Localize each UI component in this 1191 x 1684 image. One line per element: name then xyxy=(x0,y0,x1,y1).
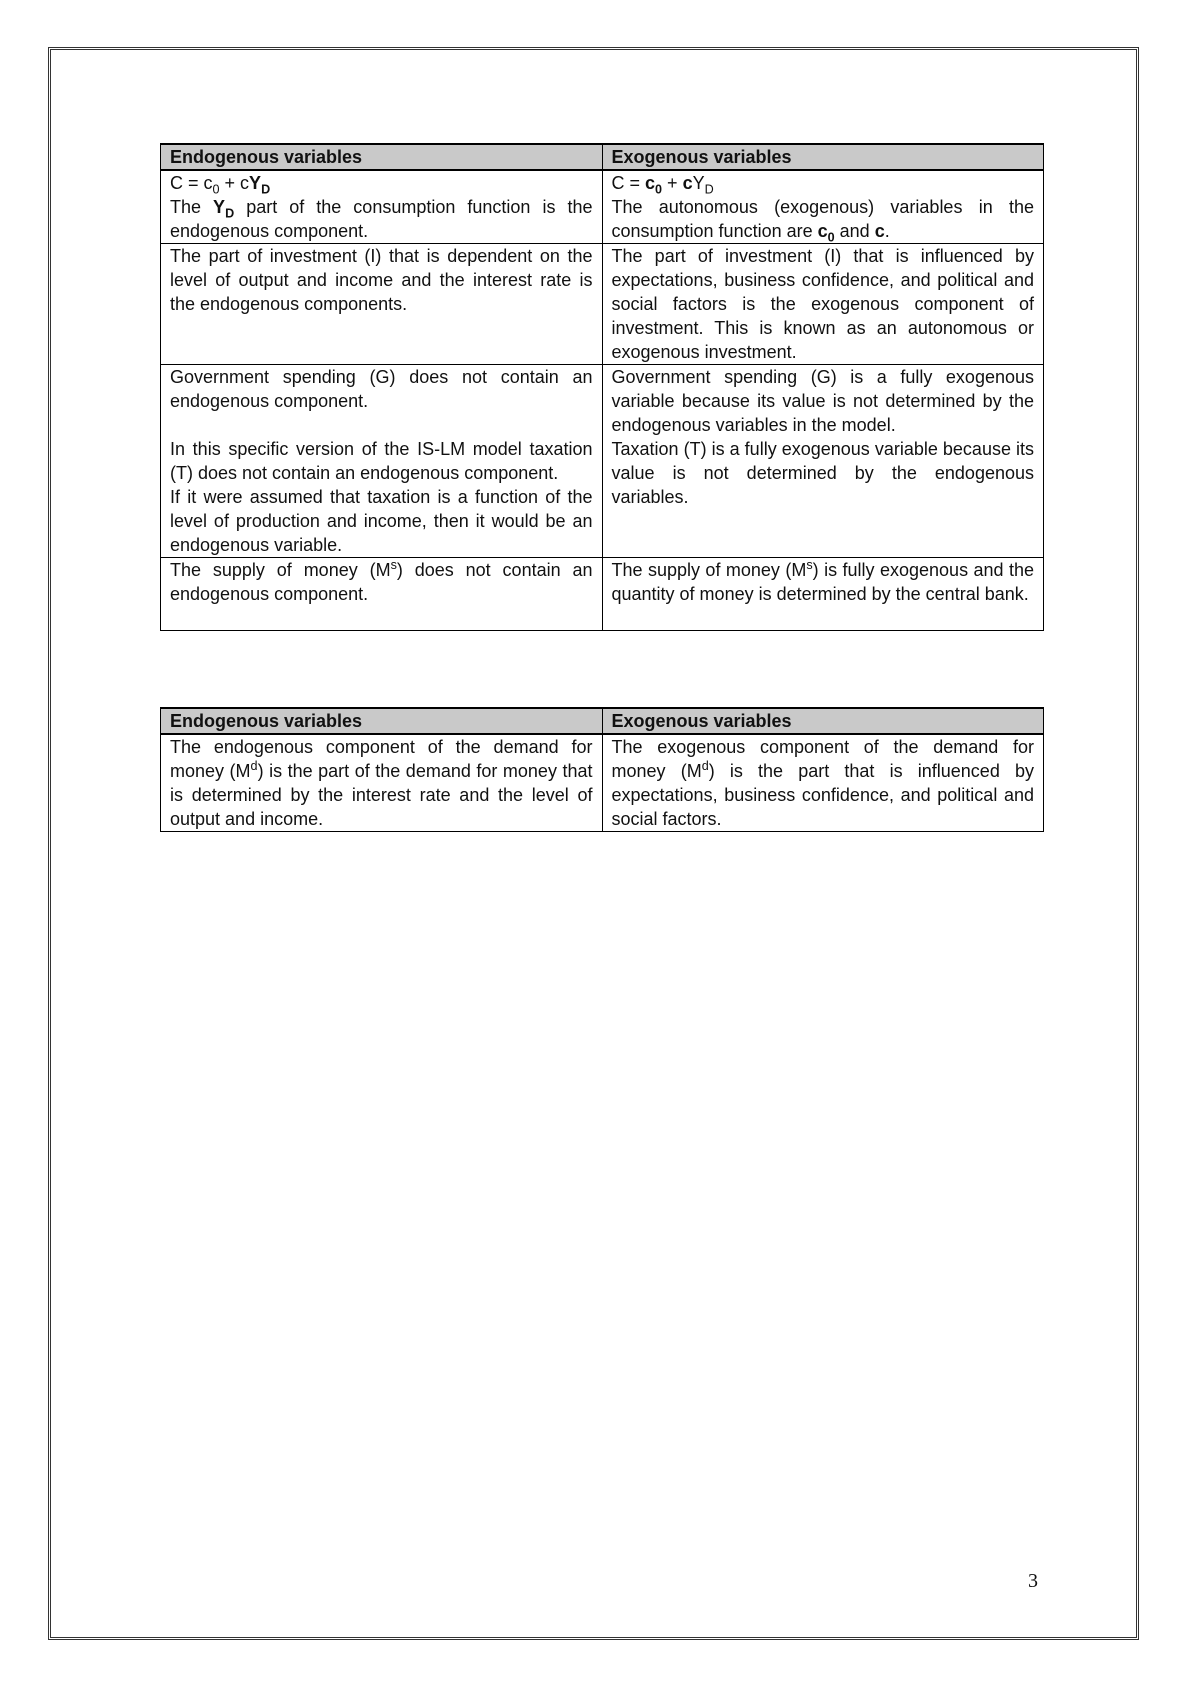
header-endogenous: Endogenous variables xyxy=(161,708,603,734)
cell-investment-exogenous: The part of investment (I) that is influenced by expectations, business confidence, and political and social factors is the exogenous component of investment. This is known as an autonomous or exogenous investment. xyxy=(602,244,1044,365)
cell-money-supply-endogenous: The supply of money $(M^s)$ does not contain an endogenous component. xyxy=(161,558,603,631)
table-row xyxy=(161,365,1044,558)
cell-money-demand-exogenous: The exogenous component of the demand for money $(M^d)$ is the part that is influenced by expectations, business confidence, and political and social factors. xyxy=(602,734,1044,832)
header-endogenous: Endogenous variables xyxy=(161,144,603,170)
cell-investment-endogenous: The part of investment (I) that is dependent on the level of output and income and the interest rate is the endogenous components. xyxy=(161,244,603,365)
taxation-text-endogenous: In this specific version of the IS-LM model taxation (T) does not contain an endogenous component. xyxy=(170,439,593,483)
table-row xyxy=(161,734,1044,832)
table-row xyxy=(161,558,1044,631)
cell-consumption-endogenous xyxy=(161,170,603,244)
table-header-row xyxy=(161,708,1044,734)
cell-money-demand-endogenous: The endogenous component of the demand for money $(M^d)$ is the part of the demand for money that is determined by the interest rate and the level of output and income. xyxy=(161,734,603,832)
table-header-row xyxy=(161,144,1044,170)
page-number: 3 xyxy=(1028,1570,1038,1592)
taxation-assumption-text: If it were assumed that taxation is a function of the level of production and income, then it would be an endogenous variable. xyxy=(170,487,593,555)
cell-government-taxation-exogenous xyxy=(602,365,1044,558)
money-demand-table xyxy=(160,707,1044,832)
taxation-text-exogenous: Taxation (T) is a fully exogenous variable because its value is not determined by the endogenous variables. xyxy=(611,439,1034,507)
government-text-exogenous: Government spending (G) is a fully exogenous variable because its value is not determined by the endogenous variables in the model. xyxy=(611,367,1034,435)
government-text-endogenous: Government spending (G) does not contain an endogenous component. xyxy=(170,367,593,411)
header-exogenous: Exogenous variables xyxy=(602,708,1044,734)
cell-government-taxation-endogenous xyxy=(161,365,603,558)
consumption-formula-exogenous: $C = c_0 + cY_D$ xyxy=(611,173,714,197)
consumption-text-exogenous: The autonomous (exogenous) variables in the consumption function are $c_0$ and c. xyxy=(611,197,1034,245)
table-row xyxy=(161,244,1044,365)
table-row xyxy=(161,170,1044,244)
consumption-text-endogenous: The $Y_D$ part of the consumption function is the endogenous component. xyxy=(170,197,593,241)
variables-table xyxy=(160,143,1044,631)
cell-money-supply-exogenous: The supply of money $(M^s)$ is fully exogenous and the quantity of money is determined by the central bank. xyxy=(602,558,1044,631)
consumption-formula-endogenous: $C = c_0 + cY_D$ xyxy=(170,173,271,197)
header-exogenous: Exogenous variables xyxy=(602,144,1044,170)
cell-consumption-exogenous xyxy=(602,170,1044,244)
